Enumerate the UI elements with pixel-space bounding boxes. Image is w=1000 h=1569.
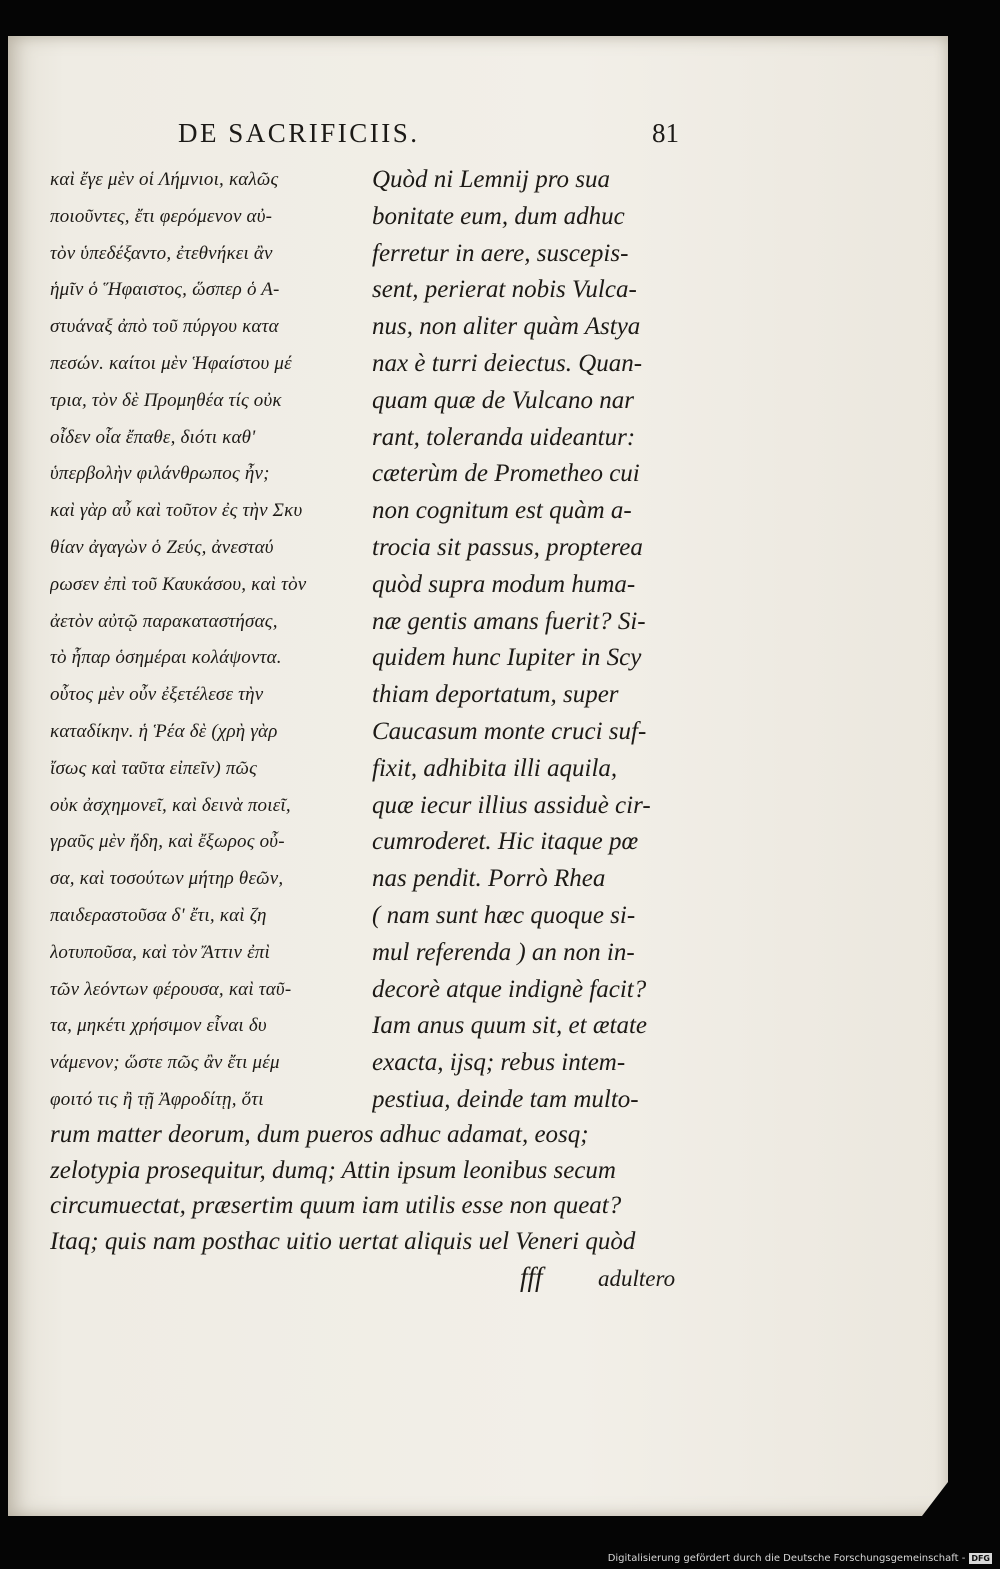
dfg-logo-icon: DFG (971, 1553, 990, 1563)
greek-text-line: ἡμῖν ὁ Ἥφαιστος, ὥσπερ ὁ Α- (50, 279, 280, 301)
latin-text-line: quidem hunc Iupiter in Scy (372, 644, 642, 672)
latin-text-line: Iam anus quum sit, et ætate (372, 1012, 647, 1040)
greek-text-line: φοιτό τις ἢ τῇ Ἀφροδίτῃ, ὅτι (50, 1088, 264, 1110)
greek-text-line: τα, μηκέτι χρήσιμον εἶναι δυ (50, 1015, 267, 1037)
greek-text-line: θίαν ἀγαγὼν ὁ Ζεύς, ἀνεσταύ (50, 536, 274, 558)
greek-text-line: παιδεραστοῦσα δ' ἔτι, καὶ ζη (50, 904, 267, 926)
greek-text-line: τὸν ὑπεδέξαντο, ἐτεθνήκει ἂν (50, 242, 273, 264)
greek-text-line: καὶ γὰρ αὖ καὶ τοῦτον ἐς τὴν Σκυ (50, 500, 303, 522)
greek-text-line: τῶν λεόντων φέρουσα, καὶ ταῦ- (50, 978, 292, 1000)
digitization-footer (608, 1551, 992, 1565)
folio-number: 81 (652, 118, 679, 148)
signature-mark: fff (520, 1262, 543, 1292)
full-width-text-block (50, 1117, 710, 1259)
latin-text-line: pestiua, deinde tam multo- (372, 1085, 639, 1113)
greek-text-column (50, 162, 355, 1119)
greek-text-line: καταδίκην. ἡ Ῥέα δὲ (χρὴ γὰρ (50, 720, 278, 742)
full-width-text-line: Itaq; quis nam posthac uitio uertat aliquis uel Veneri quòd (50, 1227, 636, 1255)
latin-text-line: nas pendit. Porrò Rhea (372, 865, 606, 893)
greek-text-line: σα, καὶ τοσούτων μήτηρ θεῶν, (50, 868, 284, 890)
catchline (0, 1262, 1000, 1302)
latin-text-line: nus, non aliter quàm Astya (372, 313, 641, 341)
greek-text-line: νάμενον; ὥστε πῶς ἂν ἔτι μέμ (50, 1052, 280, 1074)
page-header (0, 118, 1000, 158)
latin-text-line: trocia sit passus, propterea (372, 533, 643, 561)
greek-text-line: γραῦς μὲν ἤδη, καὶ ἔξωρος οὖ- (50, 831, 285, 853)
greek-text-line: τὸ ἧπαρ ὁσημέραι κολάψοντα. (50, 647, 282, 669)
greek-text-line: ἴσως καὶ ταῦτα εἰπεῖν) πῶς (50, 757, 258, 779)
catchword: adultero (598, 1266, 676, 1291)
greek-text-line: ὑπερβολὴν φιλάνθρωπος ἦν; (50, 463, 270, 485)
latin-text-line: sent, perierat nobis Vulca- (372, 276, 637, 304)
greek-text-line: οὗτος μὲν οὖν ἐξετέλεσε τὴν (50, 684, 264, 706)
latin-text-line: fixit, adhibita illi aquila, (372, 754, 618, 782)
latin-text-line: exacta, ijsq; rebus intem- (372, 1049, 626, 1077)
full-width-text-line: rum matter deorum, dum pueros adhuc adamat, eosq; (50, 1121, 589, 1148)
latin-text-line: næ gentis amans fuerit? Si- (372, 607, 646, 635)
latin-text-line: quam quæ de Vulcano nar (372, 386, 635, 414)
greek-text-line: πεσών. καίτοι μὲν Ἡφαίστου μέ (50, 352, 292, 374)
latin-text-line: bonitate eum, dum adhuc (372, 202, 625, 230)
greek-text-line: στυάναξ ἀπὸ τοῦ πύργου κατα (50, 316, 279, 338)
greek-text-line: λοτυποῦσα, καὶ τὸν Ἄττιν ἐπὶ (50, 941, 270, 963)
latin-text-line: thiam deportatum, super (372, 681, 619, 709)
greek-text-line: ρωσεν ἐπὶ τοῦ Καυκάσου, καὶ τὸν (50, 573, 307, 595)
footer-credit: Digitalisierung gefördert durch die Deutsche Forschungsgemeinschaft - (607, 1552, 966, 1564)
latin-text-line: quòd supra modum huma- (372, 570, 636, 598)
latin-text-line: cumroderet. Hic itaque pœ (372, 828, 639, 856)
greek-text-line: οἶδεν οἷα ἔπαθε, διότι καθ' (50, 426, 256, 448)
latin-text-line: non cognitum est quàm a- (372, 497, 632, 525)
latin-text-column (372, 162, 712, 1119)
latin-text-line: Quòd ni Lemnij pro sua (372, 166, 610, 193)
full-width-text-line: circumuectat, præsertim quum iam utilis esse non queat? (50, 1192, 622, 1219)
latin-text-line: mul referenda ) an non in- (372, 938, 635, 966)
latin-text-line: nax è turri deiectus. Quan- (372, 349, 643, 377)
latin-text-line: rant, toleranda uideantur: (372, 423, 636, 451)
running-title: DE SACRIFICIIS. (178, 118, 420, 148)
latin-text-line: quæ iecur illius assiduè cir- (372, 791, 651, 819)
greek-text-line: τρια, τὸν δὲ Προμηθέα τίς οὐκ (50, 389, 282, 411)
latin-text-line: ferretur in aere, suscepis- (372, 239, 629, 267)
full-width-text-line: zelotypia prosequitur, dumq; Attin ipsum leonibus secum (50, 1156, 616, 1184)
greek-text-line: οὐκ ἀσχημονεῖ, καὶ δεινὰ ποιεῖ, (50, 794, 291, 816)
greek-text-line: ποιοῦντες, ἔτι φερόμενον αὐ- (50, 205, 273, 227)
greek-text-line: καὶ ἔγε μὲν οἱ Λήμνιοι, καλῶς (50, 169, 279, 190)
latin-text-line: decorè atque indignè facit? (372, 975, 647, 1003)
latin-text-line: ( nam sunt hæc quoque si- (372, 901, 636, 929)
latin-text-line: cæterùm de Prometheo cui (372, 460, 640, 488)
latin-text-line: Caucasum monte cruci suf- (372, 717, 647, 745)
greek-text-line: ἀετὸν αὐτῷ παρακαταστήσας, (50, 610, 278, 632)
